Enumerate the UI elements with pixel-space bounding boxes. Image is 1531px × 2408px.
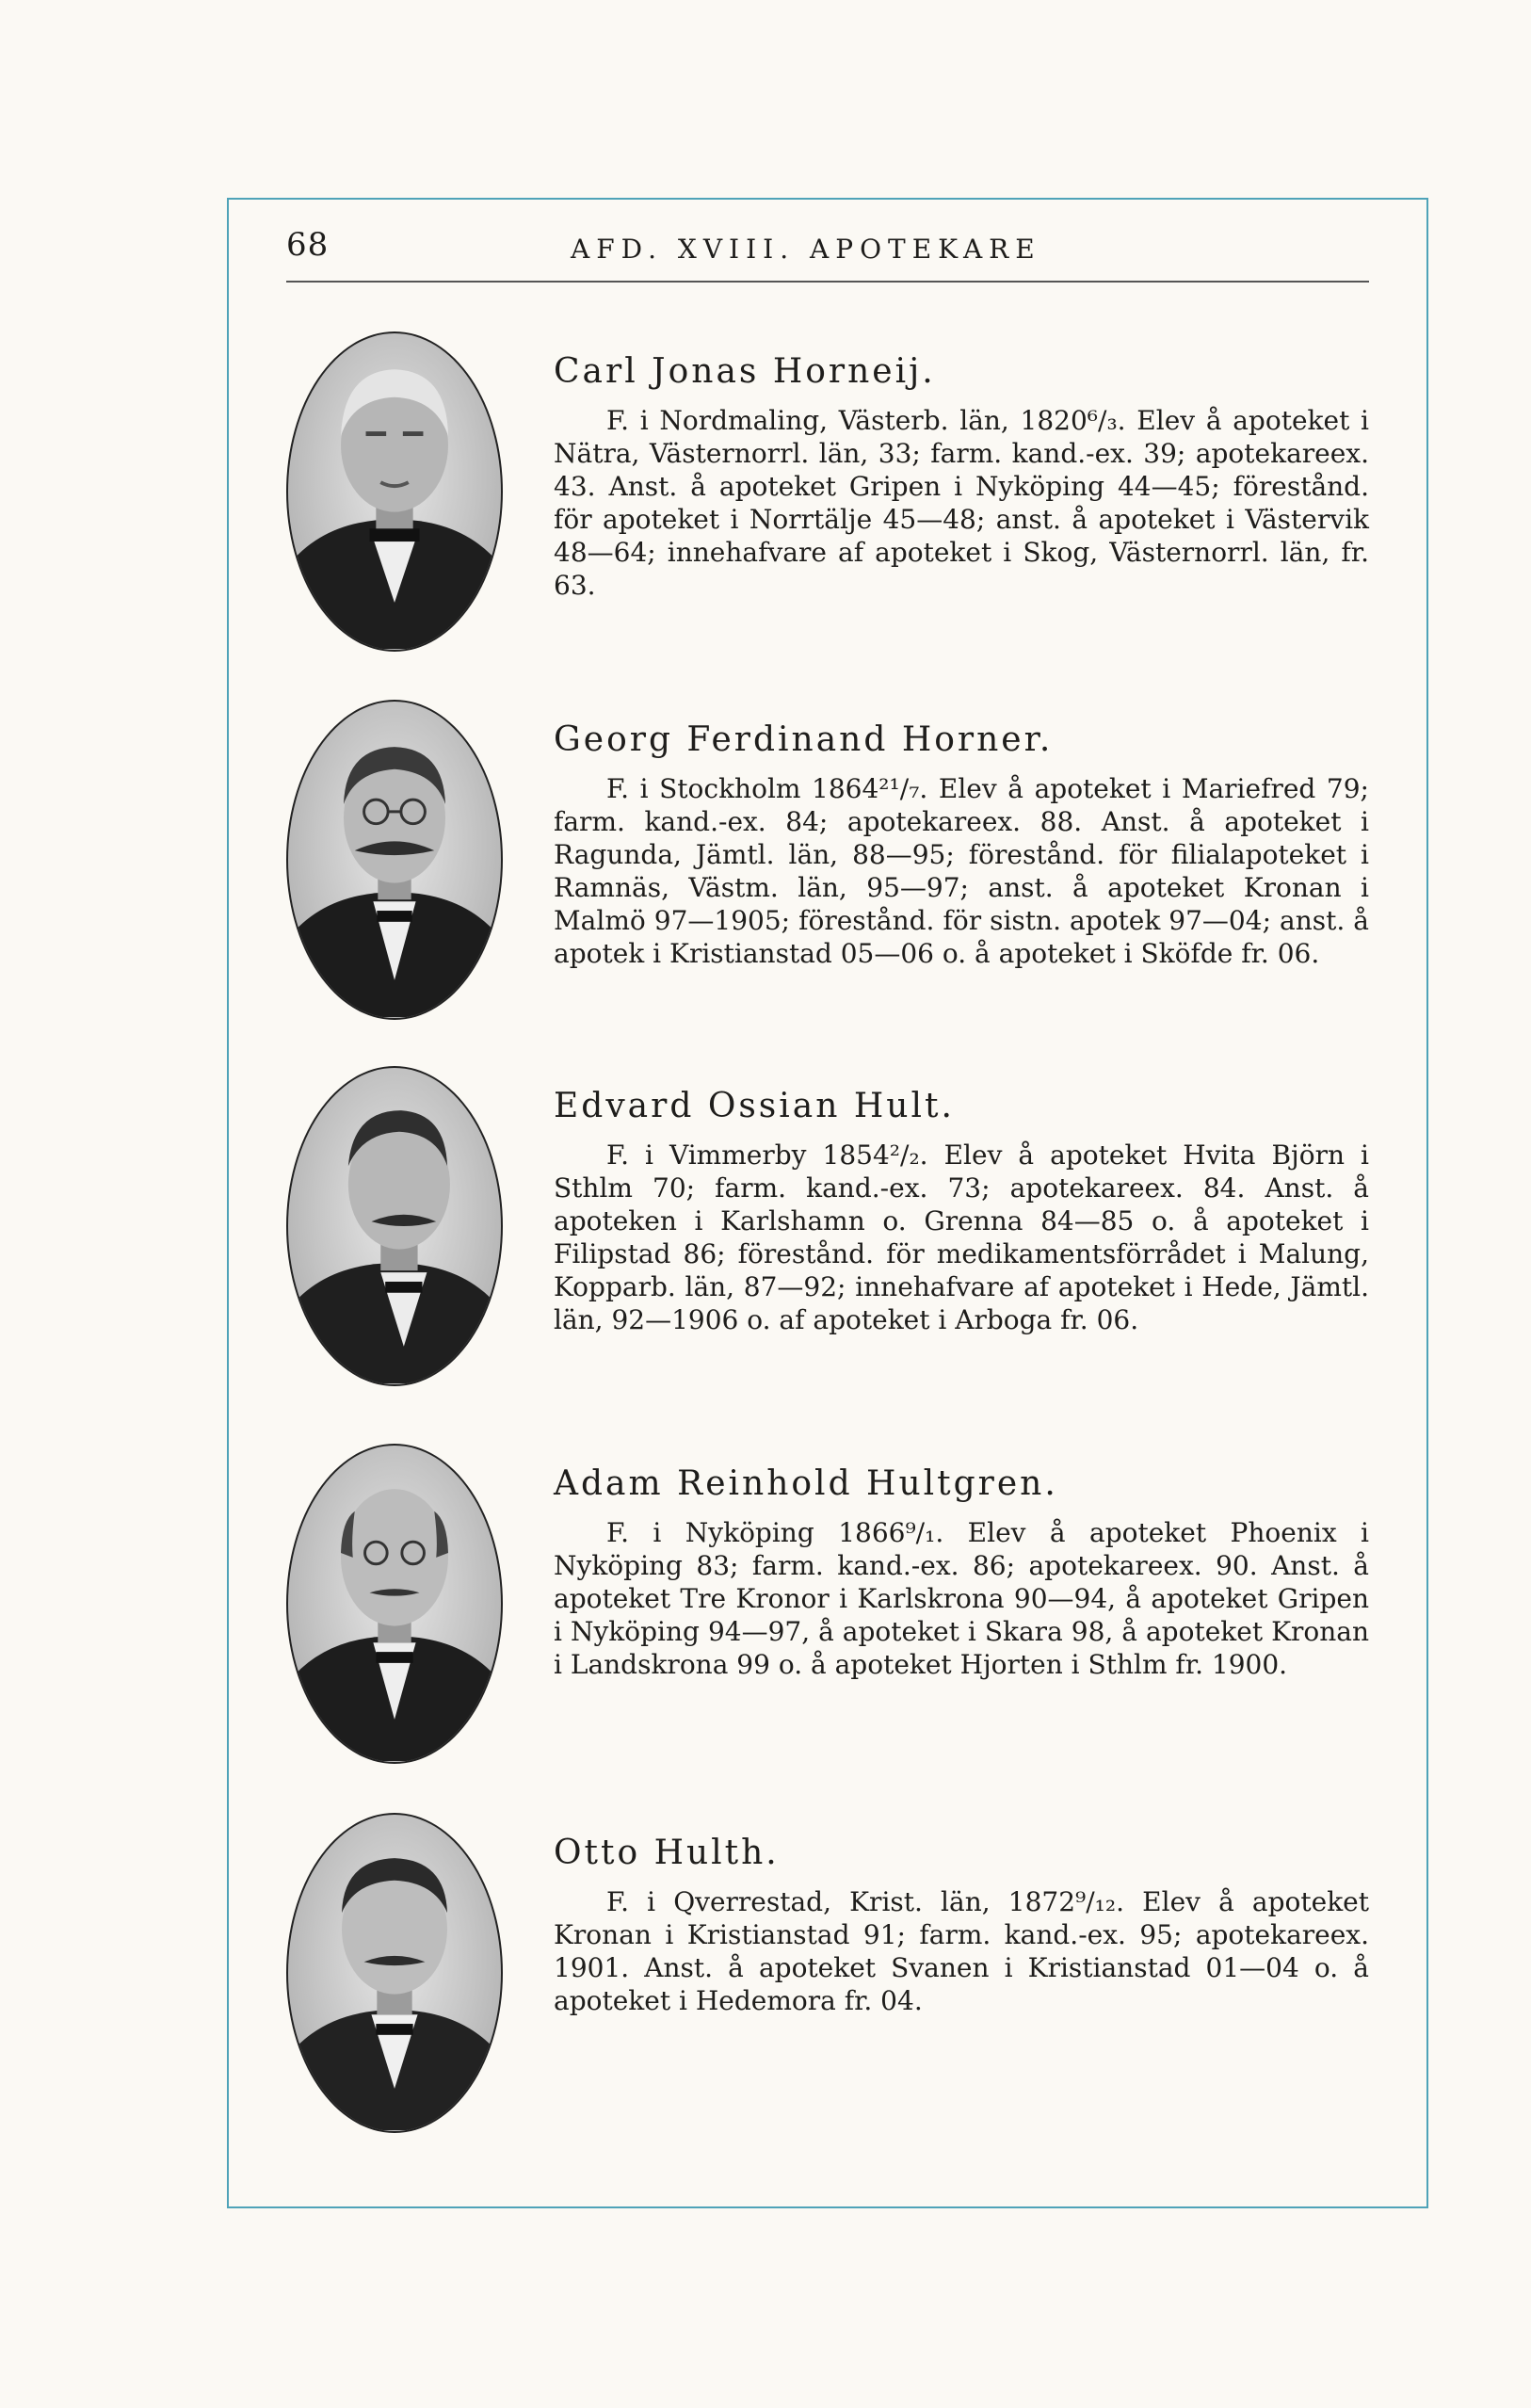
biography-text: F. i Vimmerby 1854²/₂. Elev å apoteket Hvita Björn i Sthlm 70; farm. kand.-ex. 73; apotekareex. 84. Anst. å apoteken i Karlshamn o. Grenna 84—85 o. å apoteket i Filipstad 86; förestånd. för medikamentsförrådet i Malung, Kopparb. län, 87—92; innehafvare af apoteket i Hede, Jämtl. län, 92—1906 o. af apoteket i Arboga fr. 06.: [554, 1139, 1369, 1335]
portrait-photo: [286, 1066, 503, 1386]
person-name: Edvard Ossian Hult.: [554, 1087, 955, 1125]
person-name: Georg Ferdinand Horner.: [554, 720, 1054, 759]
portrait-figure: [288, 1815, 501, 2131]
section-title: AFD. XVIII. APOTEKARE: [571, 234, 1041, 265]
biography-entry: [286, 1813, 1369, 2152]
person-name: Carl Jonas Horneij.: [554, 352, 936, 391]
biography-text: F. i Stockholm 1864²¹/₇. Elev å apoteket i Mariefred 79; farm. kand.-ex. 84; apotekareex. 88. Anst. å apoteket i Ragunda, Jämtl. län, 88—95; förestånd. för filialapoteket i Ramnäs, Västm. län, 95—97; anst. å apoteket Kronan i Malmö 97—1905; förestånd. för sistn. apotek 97—04; anst. å apotek i Kristianstad 05—06 o. å apoteket i Sköfde fr. 06.: [554, 773, 1369, 969]
running-head: [286, 226, 1369, 283]
portrait-figure: [288, 702, 501, 1018]
person-name: Otto Hulth.: [554, 1834, 780, 1872]
portrait-photo: [286, 331, 503, 652]
portrait-photo: [286, 1444, 503, 1764]
portrait-figure: [288, 333, 501, 650]
portrait-photo: [286, 700, 503, 1020]
biography-text: F. i Nordmaling, Västerb. län, 1820⁶/₃. Elev å apoteket i Nätra, Västernorrl. län, 33; farm. kand.-ex. 39; apotekareex. 43. Anst. å apoteket Gripen i Nyköping 44—45; förestånd. för apoteket i Norrtälje 45—48; anst. å apoteket i Västervik 48—64; innehafvare af apoteket i Skog, Västernorrl. län, fr. 63.: [554, 405, 1369, 601]
biography-text: F. i Qverrestad, Krist. län, 1872⁹/₁₂. Elev å apoteket Kronan i Kristianstad 91; farm. kand.-ex. 95; apotekareex. 1901. Anst. å apoteket Svanen i Kristianstad 01—04 o. å apoteket i Hedemora fr. 04.: [554, 1886, 1369, 2016]
portrait-figure: [288, 1446, 501, 1762]
person-name: Adam Reinhold Hultgren.: [554, 1464, 1058, 1503]
biography-entry: [286, 700, 1369, 1039]
portrait-photo: [286, 1813, 503, 2133]
biography-entry: [286, 331, 1369, 671]
biography-text: F. i Nyköping 1866⁹/₁. Elev å apoteket Phoenix i Nyköping 83; farm. kand.-ex. 86; apotekareex. 90. Anst. å apoteket Tre Kronor i Karlskrona 90—94, å apoteket Gripen i Nyköping 94—97, å apoteket i Skara 98, å apoteket Kronan i Landskrona 99 o. å apoteket Hjorten i Sthlm fr. 1900.: [554, 1517, 1369, 1680]
biography-entry: [286, 1066, 1369, 1405]
biography-entry: [286, 1444, 1369, 1783]
portrait-figure: [288, 1068, 501, 1384]
page-number: 68: [286, 226, 330, 264]
